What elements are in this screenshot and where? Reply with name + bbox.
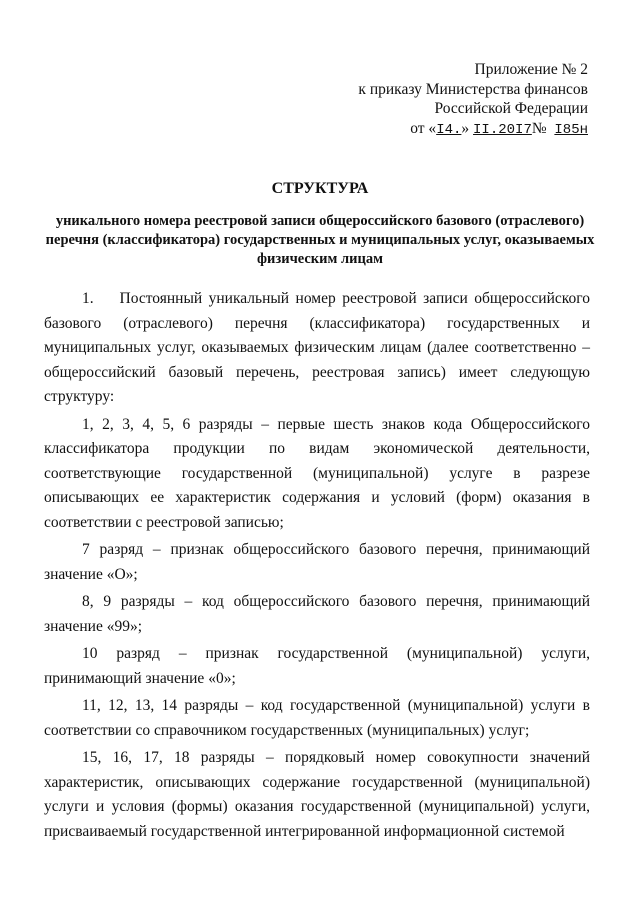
order-no-sign: № bbox=[531, 119, 547, 137]
order-date: II.20I7 bbox=[473, 121, 532, 138]
appendix-ministry: Российской Федерации bbox=[434, 100, 588, 117]
order-number: I85н bbox=[554, 121, 588, 138]
paragraph-1: 1. Постоянный уникальный номер реестровой записи общероссийского базового (отраслевого) перечня (классификатора) государственных и муниципальных услуг, оказываемых физическим лицам (далее соответственно – общероссийский базовый перечень, реестровая запись) имеет следующую структуру: bbox=[44, 290, 590, 405]
document-subtitle: уникального номера реестровой записи общероссийского базового (отраслевого) перечня (классификатора) государственных и муниципальных услуг, оказываемых физическим лицам bbox=[45, 213, 595, 267]
document-body bbox=[44, 287, 590, 847]
paragraph-3: 7 разряд – признак общероссийского базового перечня, принимающий значение «О»; bbox=[44, 541, 590, 583]
document-title: СТРУКТУРА bbox=[271, 180, 369, 197]
paragraph-2: 1, 2, 3, 4, 5, 6 разряды – первые шесть знаков кода Общероссийского классификатора продукции по видам экономической деятельности, соответствующие государственной (муниципальной) услуге в разрезе описывающих ее характеристик содержания и условий (форм) оказания в соответствии с реестровой записью; bbox=[44, 415, 590, 531]
paragraph-5: 10 разряд – признак государственной (муниципальной) услуги, принимающий значение «0»; bbox=[44, 645, 590, 687]
paragraph-6: 11, 12, 13, 14 разряды – код государственной (муниципальной) услуги в соответствии со справочником государственных (муниципальных) услуг; bbox=[44, 697, 590, 739]
order-day: I4. bbox=[436, 121, 462, 138]
appendix-header bbox=[358, 60, 588, 140]
appendix-number: Приложение № 2 bbox=[474, 61, 588, 78]
appendix-order-ref: к приказу Министерства финансов bbox=[358, 80, 588, 98]
order-date-line bbox=[358, 119, 588, 141]
paragraph-7: 15, 16, 17, 18 разряды – порядковый номер совокупности значений характеристик, описывающих содержание государственной (муниципальной) услуги и условия (формы) оказания государственной (муниципальной) услуги, присваиваемый государственной интегрированной информационной системой bbox=[44, 749, 590, 840]
paragraph-4: 8, 9 разряды – код общероссийского базового перечня, принимающий значение «99»; bbox=[44, 593, 590, 635]
order-prefix: от « bbox=[410, 119, 437, 137]
order-mid: » bbox=[461, 119, 470, 137]
